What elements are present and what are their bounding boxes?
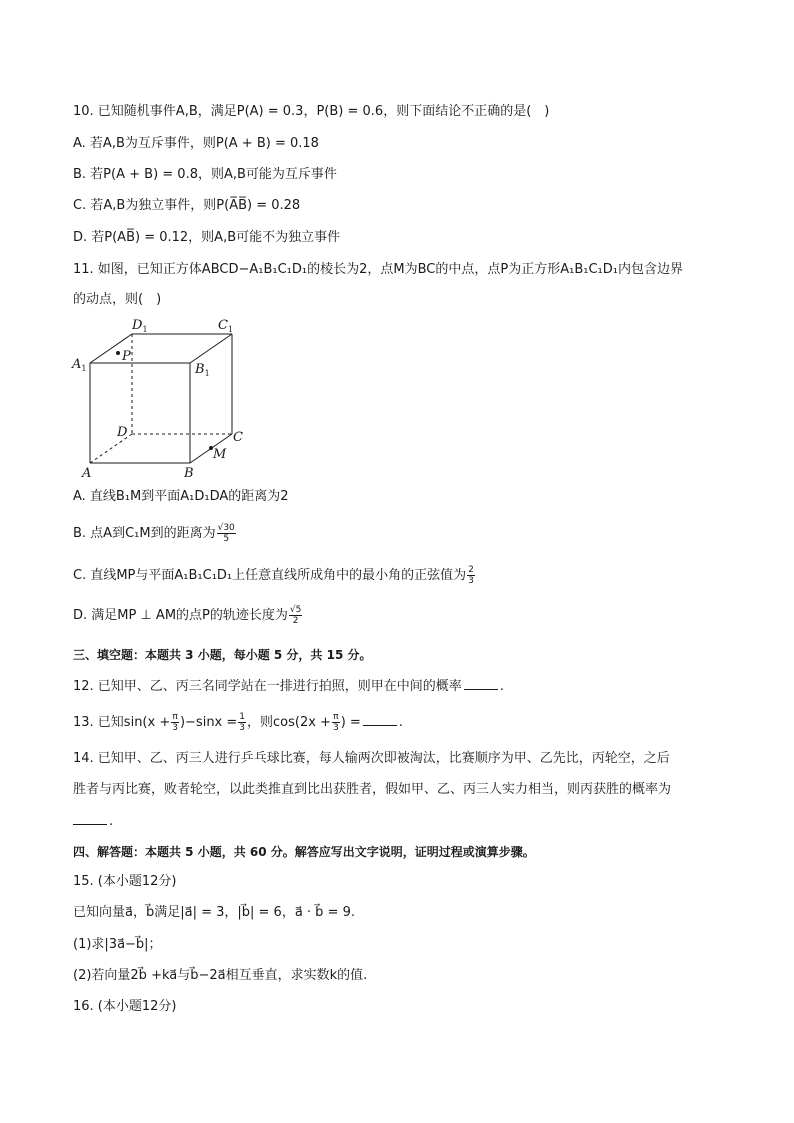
q12: 12. 已知甲、乙、丙三名同学站在一排进行拍照，则甲在中间的概率 . [73,679,504,694]
label-d1: $D_1$ [132,318,148,334]
label-b1: $B_1$ [195,362,210,378]
cube-figure [70,315,260,485]
label-c1: $C_1$ [218,318,234,334]
answer-blank [363,713,397,726]
q16-title: 16. (本小题12分) [73,999,177,1014]
q11-stem-line1: 11. 如图，已知正方体ABCD−A₁B₁C₁D₁的棱长为2，点M为BC的中点，点P为正方形A₁B₁C₁D₁内包含边界 [73,262,683,277]
q11-option-b: B. 点A到C₁M到的距离为 $\frac{√30}{5}$ [73,523,235,544]
label-d: D [117,425,128,440]
fraction: $\frac{\pi}{3}$ [172,712,178,733]
q14-line2: 胜者与丙比赛，败者轮空，以此类推直到比出获胜者，假如甲、乙、丙三人实力相当，则丙获胜的概率为 [73,782,672,797]
edge-b1-c1 [190,334,232,363]
label-c: C [233,430,243,445]
q11-option-a: A. 直线B₁M到平面A₁D₁DA的距离为2 [73,489,289,504]
q11-option-d: D. 满足MP ⊥ AM的点P的轨迹长度为 $\frac{√5}{2}$ [73,605,302,626]
q14-line1: 14. 已知甲、乙、丙三人进行乒乓球比赛，每人输两次即被淘汰，比赛顺序为甲、乙先比，丙轮空，之后 [73,751,670,766]
q11-option-c: C. 直线MP与平面A₁B₁C₁D₁上任意直线所成角中的最小角的正弦值为 $\frac{2}{3}$ [73,565,474,586]
q13: 13. 已知sin(x + $\frac{\pi}{3}$ )−sinx = $\frac{1}{3}$ ，则cos(2x + $\frac{\pi}{3}$ ) = . [73,712,403,733]
q10-option-d: D. 若P(AB̅) = 0.12，则A,B可能不为独立事件 [73,230,341,245]
label-m: M [213,447,227,462]
q11-stem-line2: 的动点，则( ) [73,292,162,307]
fraction: $\frac{2}{3}$ [468,565,474,586]
q15-part2: (2)若向量2b⃗ +ka⃗与b⃗−2a⃗相互垂直，求实数k的值. [73,968,368,983]
q10-option-b: B. 若P(A + B) = 0.8，则A,B可能为互斥事件 [73,167,337,182]
q10-stem: 10. 已知随机事件A,B，满足P(A) = 0.3，P(B) = 0.6，则下面结论不正确的是( ) [73,104,550,119]
fraction: $\frac{√5}{2}$ [289,605,302,626]
q15-part1: (1)求|3a⃗−b⃗|； [73,937,162,952]
point-p [116,351,120,355]
section-4-heading: 四、解答题：本题共 5 小题，共 60 分。解答应写出文字说明，证明过程或演算步骤。 [73,845,535,859]
fraction: $\frac{√30}{5}$ [217,523,235,544]
q15-given: 已知向量a⃗，b⃗满足|a⃗| = 3，|b⃗| = 6，a⃗ · b⃗ = 9. [73,905,355,920]
label-b: B [184,466,194,481]
label-a1: $A_1$ [72,357,87,373]
q10-option-a: A. 若A,B为互斥事件，则P(A + B) = 0.18 [73,136,319,151]
q14-line3: . [73,812,754,831]
fraction: $\frac{\pi}{3}$ [332,712,339,733]
q15-title: 15. (本小题12分) [73,874,177,889]
label-a: A [82,466,92,481]
answer-blank [464,677,498,690]
section-3-heading: 三、填空题：本题共 3 小题，每小题 5 分，共 15 分。 [73,648,372,662]
fraction: $\frac{1}{3}$ [239,712,246,733]
q10-option-c: C. 若A,B为独立事件，则P(A̅B̅) = 0.28 [73,198,301,213]
answer-blank [73,812,107,825]
label-p: P [122,349,131,364]
